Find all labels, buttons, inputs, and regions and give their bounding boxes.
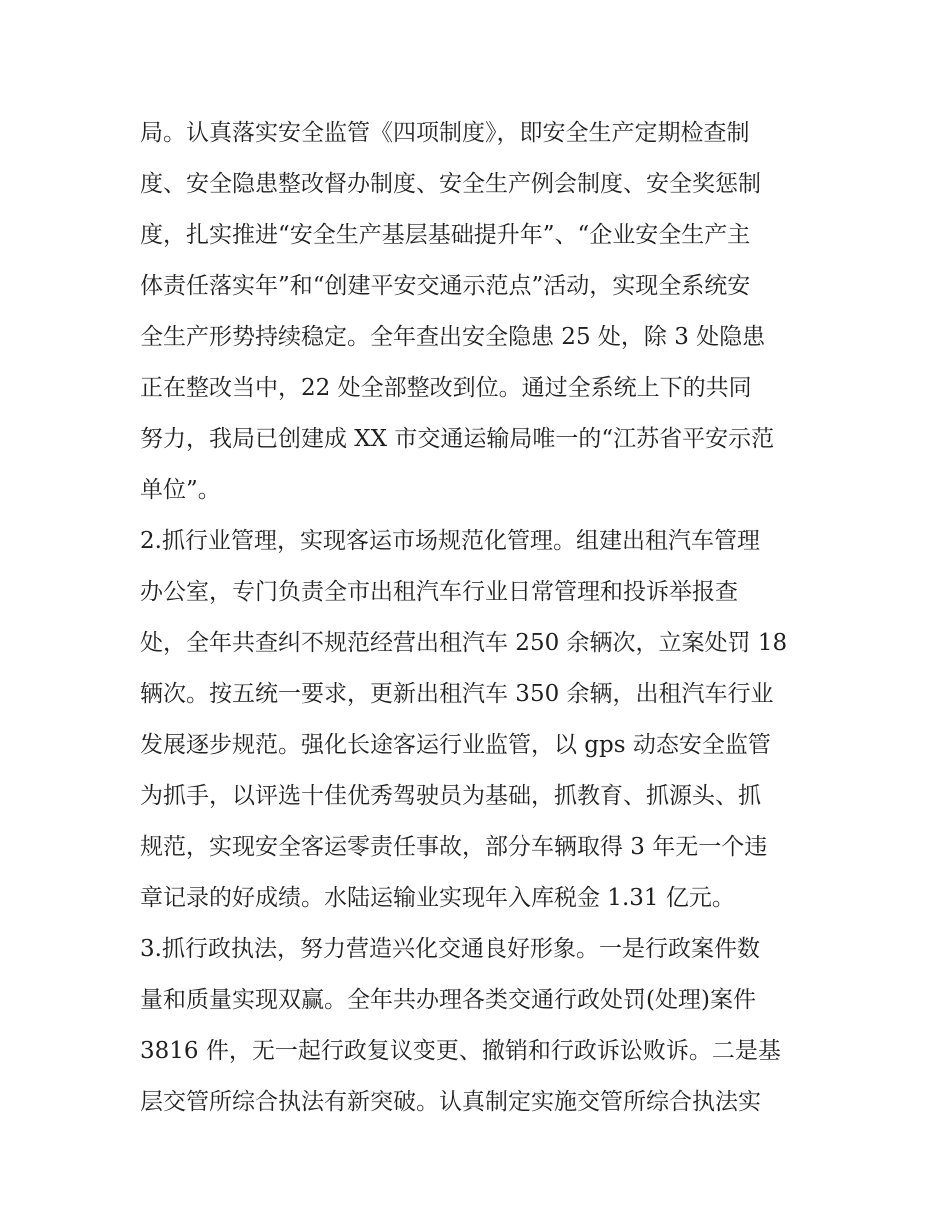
text-line-18: 量和质量实现双赢。全年共办理各类交通行政处罚(处理)案件 [140, 987, 756, 1013]
text-line-19: 3816 件，无一起行政复议变更、撤销和行政诉讼败诉。二是基 [140, 1038, 781, 1064]
text-line-2: 度、安全隐患整改督办制度、安全生产例会制度、安全奖惩制 [140, 171, 761, 197]
text-line-14: 为抓手，以评选十佳优秀驾驶员为基础，抓教育、抓源头、抓 [140, 783, 761, 809]
text-line-16: 章记录的好成绩。水陆运输业实现年入库税金 1.31 亿元。 [140, 885, 735, 911]
text-line-13: 发展逐步规范。强化长途客运行业监管，以 gps 动态安全监管 [140, 732, 771, 758]
text-line-4: 体责任落实年”和“创建平安交通示范点”活动，实现全系统安 [140, 273, 751, 299]
text-line-3: 度，扎实推进“安全生产基层基础提升年”、“企业安全生产主 [140, 222, 751, 248]
text-line-9: 2.抓行业管理，实现客运市场规范化管理。组建出租汽车管理 [140, 528, 760, 554]
document-body [140, 108, 820, 1128]
text-line-6: 正在整改当中，22 处全部整改到位。通过全系统上下的共同 [140, 375, 752, 401]
text-line-17: 3.抓行政执法，努力营造兴化交通良好形象。一是行政案件数 [140, 936, 760, 962]
text-line-20: 层交管所综合执法有新突破。认真制定实施交管所综合执法实 [140, 1089, 761, 1115]
text-line-7: 努力，我局已创建成 XX 市交通运输局唯一的“江苏省平安示范 [140, 426, 775, 452]
text-line-1: 局。认真落实安全监管《四项制度》，即安全生产定期检查制 [140, 120, 750, 146]
text-line-8: 单位”。 [140, 477, 221, 503]
text-line-11: 处，全年共查纠不规范经营出租汽车 250 余辆次，立案处罚 18 [140, 630, 788, 656]
text-line-15: 规范，实现安全客运零责任事故，部分车辆取得 3 年无一个违 [140, 834, 768, 860]
text-line-5: 全生产形势持续稳定。全年查出安全隐患 25 处，除 3 处隐患 [140, 324, 766, 350]
text-line-12: 辆次。按五统一要求，更新出租汽车 350 余辆，出租汽车行业 [140, 681, 774, 707]
text-line-10: 办公室，专门负责全市出租汽车行业日常管理和投诉举报查 [140, 579, 738, 605]
